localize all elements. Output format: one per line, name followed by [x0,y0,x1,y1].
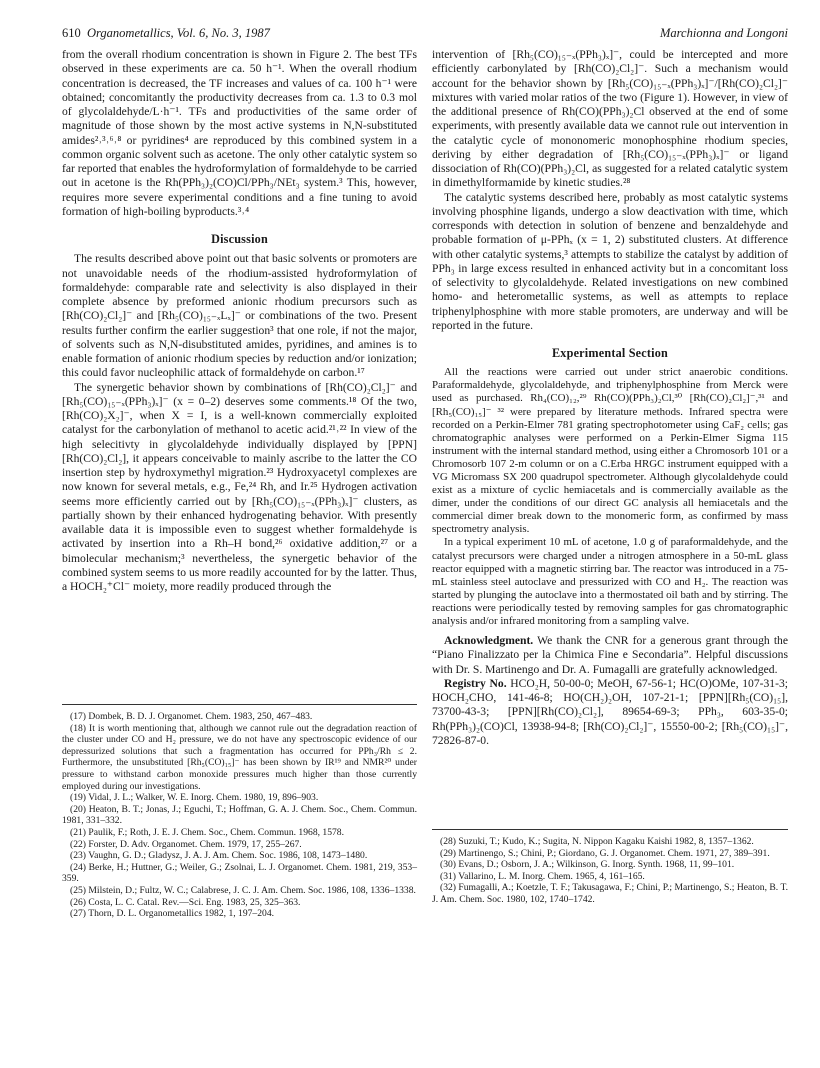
left-footnote-divider [62,704,417,705]
footnote-item: (31) Vallarino, L. M. Inorg. Chem. 1965, 4, 161–165. [440,870,645,882]
left-paragraph-1: from the overall rhodium concentration is shown in Figure 2. The best TFs observed in these experiments are ca. 50 h⁻¹. When the overall rhodium concentration is decreased, the TF increases and values of ca. 100 h⁻¹ were obtained; concomitantly the productivity decreases from ca. 1.3 to 0.3 mol of glycolaldehyde/L·h⁻¹. TFs and productivities of the same order of magnitude of those shown by the most active systems in N,N-substituted amides²˒³˒⁶˒⁸ or pyridines⁴ are reproduced by this combined system in a common organic solvent such as acetone. The only other catalytic system so far reported that enables the hydroformylation of formaldehyde to be carried out in acetone is the Rh(PPh₃)₂(CO)Cl/PPh₃/NEt₃ system.³ This, however, requires more severe experimental conditions and a fine tuning to avoid formation of high-boiling byproducts.³˒⁴ [62,48,417,218]
page-header-left [62,26,270,41]
page-header [62,26,788,42]
footnote-item: (29) Martinengo, S.; Chini, P.; Giordano, G. J. Organomet. Chem. 1971, 27, 389–391. [440,847,770,859]
right-paragraph-2: The catalytic systems described here, probably as most catalytic systems involving phosphine ligands, undergo a slow deactivation with time, which corresponds with detection in solution of benzene and benzaldehyde and probable formation of μ-PPhₓ (x = 1, 2) substituted clusters. At difference with other catalytic systems,³ attempts to stabilize the catalyst by addition of PPh₃ in large excess resulted in enhanced activity but in a concomitant loss of selectivity to glycolaldehyde. Related investigations on new combined homo- and heterometallic systems, as well as attempts to replace triphenylphosphine with more stable promoters, are underway and will be reported in the future. [432,190,788,332]
right-footnote-divider [432,829,788,830]
footnote-item: (20) Heaton, B. T.; Jonas, J.; Eguchi, T.; Hoffman, G. A. J. Chem. Soc., Chem. Commun. 1981, 331–332. [62,803,417,827]
right-column [432,48,788,748]
footnote-item: (27) Thorn, D. L. Organometallics 1982, 1, 197–204. [70,908,275,920]
left-paragraph-3: The synergetic behavior shown by combinations of [Rh(CO)₂Cl₂]⁻ and [Rh₅(CO)₁₅₋ₓ(PPh₃)ₓ]⁻ (x = 0–2) deserves some comments.¹⁸ Of the two, [Rh(CO)₂X₂]⁻, when X = I, is a well-known commercially exploited catalyst for the carbonylation of methanol to acetic acid.²¹˒²² In view of the high selecitivty in glycolaldehyde individually displayed by [PPN][Rh(CO)₂Cl₂], it appears conceivable to mainly ascribe to the latter the CO insertion step by hydroxymethyl migration.²³ Hydroxyacetyl complexes are now known for several metals, e.g., Fe,²⁴ Rh, and Ir.²⁵ Hydrogen activation seems more efficiently carried out by [Rh₅(CO)₁₅₋ₓ(PPh₃)ₓ]⁻ clusters, as partially shown by their enhanced hydrogenating behavior. With presently available data it is impossible even to suggest whether formaldehyde is activated by insertion into a Rh–H bond,²⁶ oxidative addition,²⁷ or a bimolecular mechanism;³ nevertheless, the synergetic behavior of the combined system seems to us more readily accounted for by the latter. Thus, a HOCH₂⁺Cl⁻ moiety, more readily produced through the [62,380,417,593]
right-paragraph-3: All the reactions were carried out under strict anaerobic conditions. Paraformaldehyde, glycolaldehyde, and triphenylphosphine from Merck were used as purchased. Rh₄(CO)₁₂,²⁹ Rh(CO)(PPh₃)₂Cl,³⁰ [Rh(CO)₂Cl₂]⁻,³¹ and [Rh₅(CO)₁₅]⁻ ³² were prepared by literature methods. Infrared spectra were recorded on a Perkin-Elmer 781 grating spectrophotometer using CaF₂ cells; gas chromatographic analyses were performed on a Perkin-Elmer Sigma 115 instrument with the internal standard method, using either a Chromosorb 101 or a Chromosorb 107 2-m column or on a C.Erba HRGC instrument equipped with a VG Micromass SX 200 quadrupol spectrometer. Although glycolaldehyde could exist as a mixture of cyclic hemiacetals and is commercially available as the dimer, under the conditions of our direct GC analysis all hemiacetals and the commercial dimer break down to the monomeric form, as confirmed by mass spectrometry analysis. [432,366,788,536]
footnote-item: (19) Vidal, J. L.; Walker, W. E. Inorg. Chem. 1980, 19, 896–903. [70,792,319,804]
footnote-item: (32) Fumagalli, A.; Koetzle, T. F.; Takusagawa, F.; Chini, P.; Martinengo, S.; Heaton, B. T. J. Am. Chem. Soc. 1980, 102, 1740–1742. [432,882,788,905]
registry-title: Registry No. [444,676,507,690]
experimental-heading: Experimental Section [551,346,669,360]
discussion-heading: Discussion [211,232,268,246]
footnote-item: (24) Berke, H.; Huttner, G.; Weiler, G.; Zsolnai, L. J. Organomet. Chem. 1981, 219, 353–359. [62,861,417,885]
footnote-item: (18) It is worth mentioning that, although we cannot rule out the degradation reaction of the cluster under CO and H₂ pressure, we do not have any spectroscopic evidence of our depressurized solutions that such a fragmentation has occurred for PPh₃/Rh ≤ 2. Furthermore, the unsubstituted [Rh₅(CO)₁₅]⁻ has been shown by IR¹⁹ and NMR²⁰ under pressure to withstand carbon monoxide pressures much higher than those currently employed during our investigations. [62,722,417,792]
registry-text: HCO₂H, 50-00-0; MeOH, 67-56-1; HC(O)OMe, 107-31-3; HOCH₂CHO, 141-46-8; HO(CH₂)₂OH, 107-21-1; [PPN][Rh₅(CO)₁₅], 73700-43-3; [PPN][Rh(CO)₂Cl₂], 89654-69-3; PPh₃, 603-35-0; Rh(PPh₃)₂(CO)Cl, 13938-94-8; [Rh(CO)₂Cl₂]⁻, 15550-00-2; [Rh₅(CO)₁₅]⁻, 72826-87-0. [432,676,788,747]
acknowledgment-paragraph [432,634,788,677]
footnote-item: (28) Suzuki, T.; Kudo, K.; Sugita, N. Nippon Kagaku Kaishi 1982, 8, 1357–1362. [440,836,754,847]
running-authors: Marchionna and Longoni [659,26,788,40]
registry-paragraph [432,677,788,748]
acknowledgment-title: Acknowledgment. [444,634,534,648]
footnote-item: (30) Evans, D.; Osborn, J. A.; Wilkinson, G. Inorg. Synth. 1968, 11, 99–101. [440,859,735,871]
acknowledgment-text: We thank the CNR for a generous grant through the “Piano Finalizzato per la Chimica Fine e Secondaria”. Helpful discussions with Dr. S. Martinengo and Dr. A. Fumagalli are gratefully acknowledged. [432,634,788,676]
right-paragraph-4: In a typical experiment 10 mL of acetone, 1.0 g of paraformaldehyde, and the catalyst precursors were charged under a nitrogen atmosphere in a 50-mL glass reactor equipped with a magnetic stirring bar. The reactor was introduced in a 75-mL stainless steel autoclave and pressurized with CO and H₂. The reaction was started by plunging the autoclave into a thermostated oil bath and by stirring. The reactions were periodically tested by removing samples for gas chromatographic analysis and/or infrared monitoring from a sampling valve. [432,536,788,628]
page-number: 610 [62,26,81,40]
left-column [62,48,417,594]
footnote-item: (21) Paulik, F.; Roth, J. E. J. Chem. Soc., Chem. Commun. 1968, 1578. [70,826,344,838]
left-footnotes [62,711,417,920]
footnote-item: (22) Forster, D. Adv. Organomet. Chem. 1979, 17, 255–267. [70,838,302,850]
right-footnotes [432,836,788,906]
footnote-item: (25) Milstein, D.; Fultz, W. C.; Calabrese, J. C. J. Am. Chem. Soc. 1986, 108, 1336–1338. [70,884,416,896]
footnote-item: (17) Dombek, B. D. J. Organomet. Chem. 1983, 250, 467–483. [70,711,313,722]
footnote-item: (26) Costa, L. C. Catal. Rev.—Sci. Eng. 1983, 25, 325–363. [70,896,301,908]
journal-citation: Organometallics, Vol. 6, No. 3, 1987 [87,26,270,40]
footnote-item: (23) Vaughn, G. D.; Gladysz, J. A. J. Am. Chem. Soc. 1986, 108, 1473–1480. [70,850,368,862]
left-paragraph-2: The results described above point out that basic solvents or promoters are not unavoidable needs of the rhodium-assisted hydroformylation of formaldehyde: comparable rate and selectivity is also displayed in their complete absence by preformed anionic rhodium precursors such as [Rh(CO)₂Cl₂]⁻ and [Rh₅(CO)₁₅₋ₓLₓ]⁻ or combinations of the two. Present results further confirm the earlier suggestion³ that one role, if not the major, of solvents such as N,N-disubstituted amides, pyridines, and amines is to enable formation of anionic rhodium species by reduction and/or ionization; this could favor nucleophilic attack of formaldehyde on carbon.¹⁷ [62,252,417,380]
right-paragraph-1: intervention of [Rh₅(CO)₁₅₋ₓ(PPh₃)ₓ]⁻, could be intercepted and more efficiently carbonylated by [Rh(CO)₂Cl₂]⁻. Such a mechanism would account for the behavior shown by [Rh₅(CO)₁₅₋ₓ(PPh₃)ₓ]⁻/[Rh(CO)₂Cl₂]⁻ mixtures with varied molar ratios of the two (Figure 1). However, in view of the additional presence of Rh(CO)(PPh₃)₂Cl observed at the end of some experiments, with presently available data we cannot rule out intervention in the catalytic cycle of mononomeric monophosphine rhodium species, deriving by either degradation of [Rh₅(CO)₁₅₋ₓ(PPh₃)ₓ]⁻ or ligand dissociation of Rh(CO)(PPh₃)₂Cl, as suggested for a related catalytic system in dimethylformamide by kinetic studies.²⁸ [432,48,788,190]
